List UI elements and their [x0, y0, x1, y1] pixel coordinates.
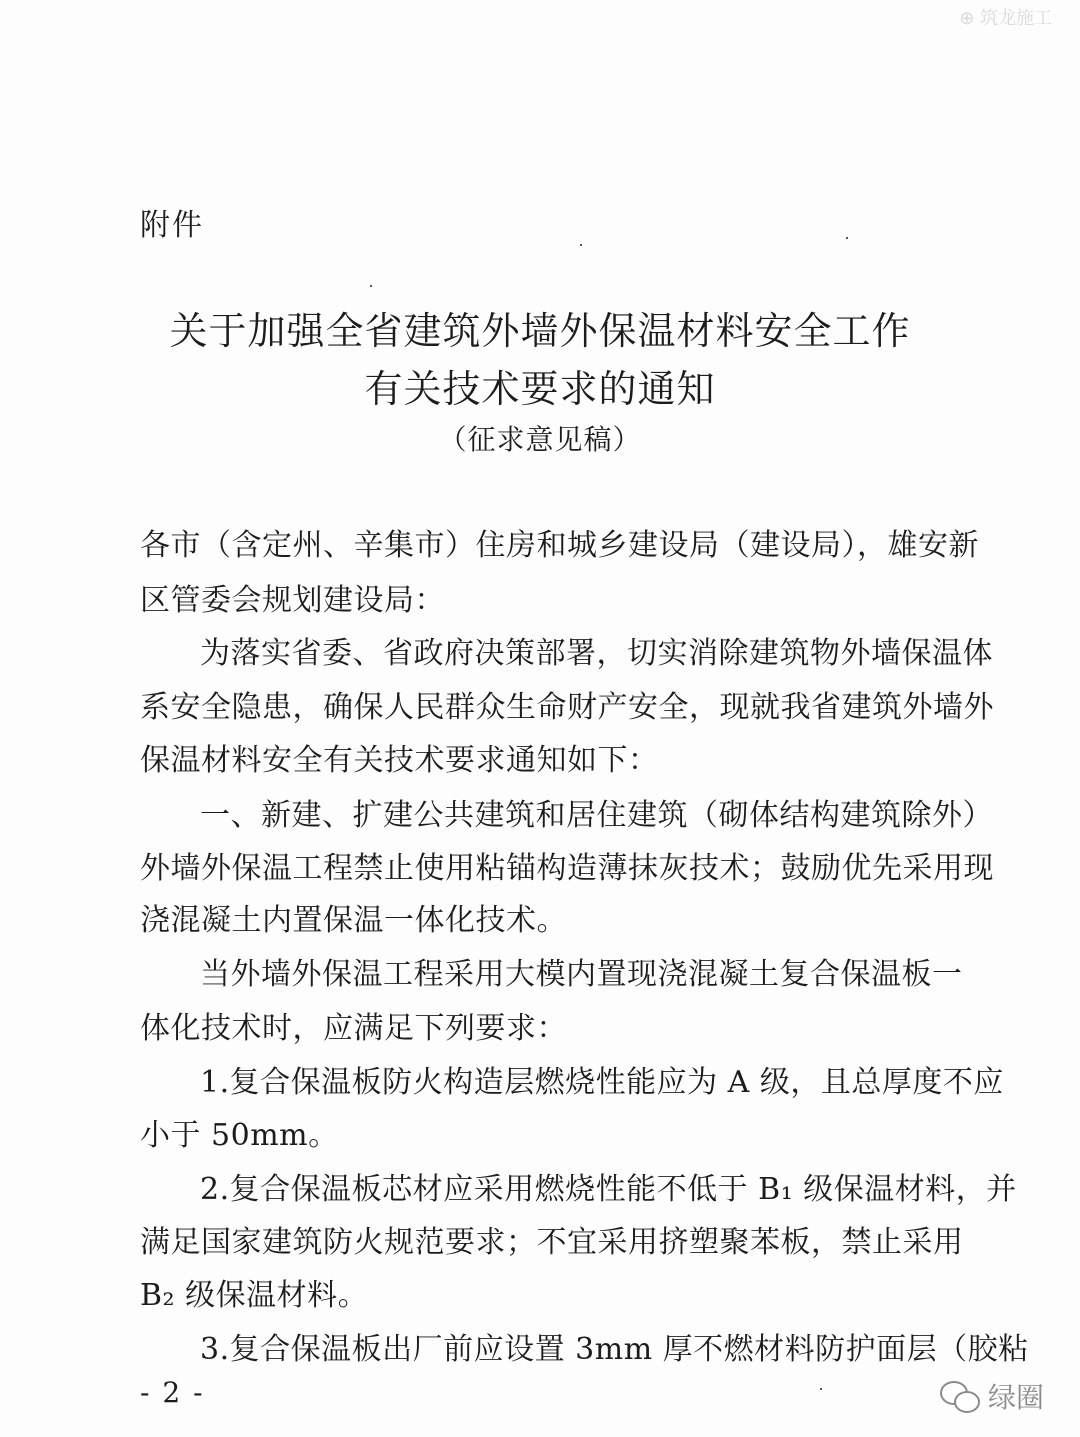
scan-speck: [580, 244, 582, 246]
body-line: 一、新建、扩建公共建筑和居住建筑（砌体结构建筑除外）: [200, 798, 993, 833]
watermark-text: 绿圈: [987, 1381, 1044, 1414]
scan-speck: [370, 285, 372, 287]
scan-speck: [846, 237, 848, 239]
body-line: 系安全隐患，确保人民群众生命财产安全，现就我省建筑外墙外: [140, 690, 994, 725]
body-line: B₂ 级保温材料。: [140, 1278, 369, 1313]
body-line: 小于 50mm。: [140, 1118, 339, 1153]
body-line: 为落实省委、省政府决策部署，切实消除建筑物外墙保温体: [200, 636, 993, 671]
body-line: 满足国家建筑防火规范要求；不宜采用挤塑聚苯板，禁止采用: [140, 1225, 964, 1260]
body-line: 体化技术时，应满足下列要求：: [140, 1011, 567, 1046]
body-line: 外墙外保温工程禁止使用粘锚构造薄抹灰技术；鼓励优先采用现: [140, 851, 994, 886]
scan-speck: [820, 1388, 822, 1390]
body-line: 各市（含定州、辛集市）住房和城乡建设局（建设局），雄安新: [140, 528, 979, 563]
body-line: 浇混凝土内置保温一体化技术。: [140, 903, 567, 938]
body-line: 2.复合保温板芯材应采用燃烧性能不低于 B₁ 级保温材料，并: [200, 1172, 1017, 1207]
body-line: 3.复合保温板出厂前应设置 3mm 厚不燃材料防护面层（胶粘: [200, 1332, 1029, 1367]
document-title-line-2: 有关技术要求的通知: [364, 367, 716, 411]
top-watermark: ⊕ 筑龙施工: [959, 8, 1052, 29]
body-line: 区管委会规划建设局：: [140, 583, 445, 618]
document-subtitle: （征求意见稿）: [438, 423, 642, 456]
document-title-line-1: 关于加强全省建筑外墙外保温材料安全工作: [169, 309, 911, 353]
body-line: 1.复合保温板防火构造层燃烧性能应为 A 级，且总厚度不应: [200, 1065, 1004, 1100]
body-line: 当外墙外保温工程采用大模内置现浇混凝土复合保温板一: [200, 957, 963, 992]
bottom-watermark: [940, 1376, 1044, 1416]
body-line: 保温材料安全有关技术要求通知如下：: [140, 743, 659, 778]
wechat-icon: [940, 1381, 980, 1411]
page-number: - 2 -: [140, 1376, 205, 1409]
attachment-label: 附件: [140, 208, 204, 243]
